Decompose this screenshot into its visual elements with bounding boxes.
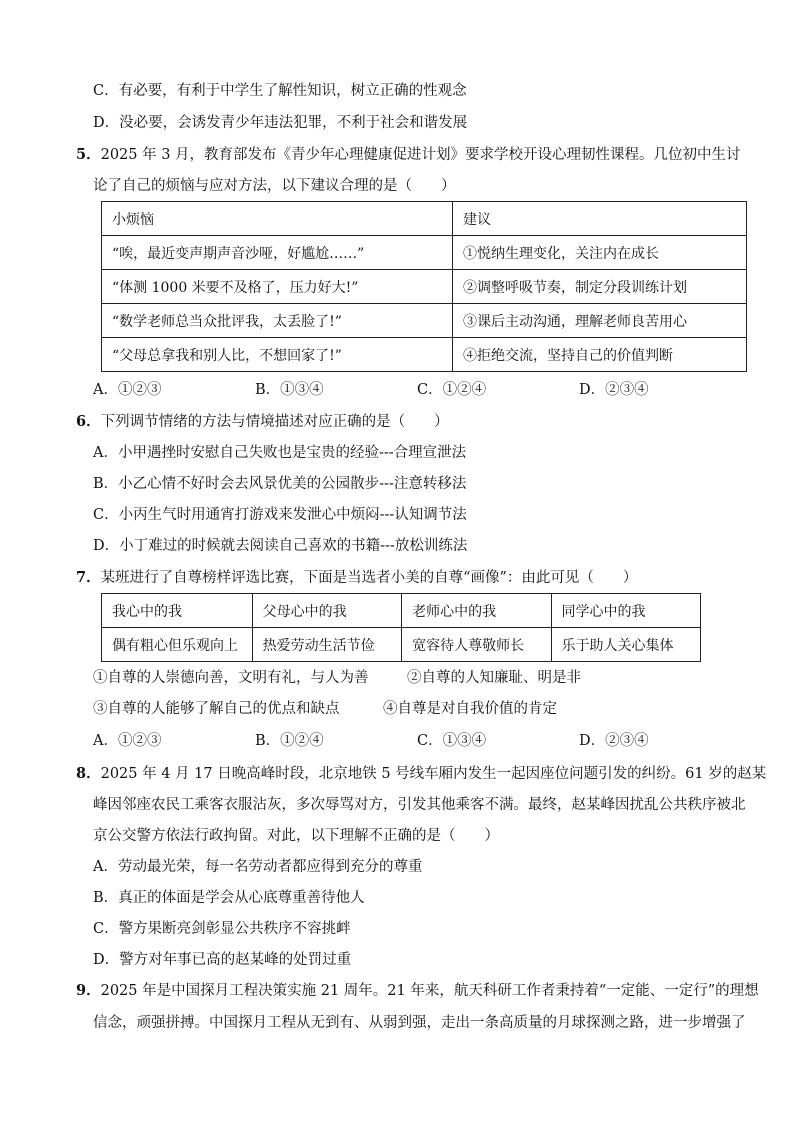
table-cell: “体测 1000 米要不及格了，压力好大!” (102, 270, 453, 304)
q6-number: 6． (76, 413, 101, 430)
choice-c[interactable]: C．①②④ (417, 382, 487, 398)
table-row (102, 628, 701, 662)
q8-option-c[interactable]: C．警方果断亮剑彰显公共秩序不容挑衅 (93, 921, 351, 937)
q9-number: 9． (76, 982, 101, 999)
choice-c[interactable]: C．①③④ (417, 733, 487, 749)
table-cell: ①悦纳生理变化，关注内在成长 (453, 236, 747, 270)
choice-d[interactable]: D．②③④ (579, 382, 649, 398)
q8-option-a[interactable]: A．劳动最光荣，每一名劳动者都应得到充分的尊重 (93, 859, 423, 875)
choice-a[interactable]: A．①②③ (93, 382, 162, 398)
q9-stem-line1 (76, 981, 759, 1001)
q5-stem-line2: 论了自己的烦恼与应对方法，以下建议合理的是（ ） (93, 178, 456, 194)
q8-stem-line3: 京公交警方依法行政拘留。对此，以下理解不正确的是（ ） (93, 828, 499, 844)
choice-d[interactable]: D．②③④ (579, 733, 649, 749)
table-cell: 热爱劳动生活节俭 (252, 628, 401, 662)
table-cell: “父母总拿我和别人比，不想回家了!” (102, 338, 453, 372)
q9-stem-text: 2025 年是中国探月工程决策实施 21 周年。21 年来，航天科研工作者秉持着“一定能、一定行”的理想 (100, 983, 759, 999)
q8-option-d[interactable]: D．警方对年事已高的赵某峰的处罚过重 (93, 952, 352, 968)
table-cell: “唉，最近变声期声音沙哑，好尴尬……” (102, 236, 453, 270)
table-cell: ③课后主动沟通，理解老师良苦用心 (453, 304, 747, 338)
q8-stem-line2: 峰因邻座农民工乘客衣服沾灰，多次辱骂对方，引发其他乘客不满。最终，赵某峰因扰乱公共秩序被北 (93, 797, 746, 813)
table-cell: ②调整呼吸节奏，制定分段训练计划 (453, 270, 747, 304)
q6-option-a[interactable]: A．小甲遇挫时安慰自己失败也是宝贵的经验---合理宣泄法 (93, 445, 467, 461)
table-header-cell: 同学心中的我 (551, 594, 700, 628)
q5-stem-text: 2025 年 3 月，教育部发布《青少年心理健康促进计划》要求学校开设心理韧性课程。几位初中生讨 (100, 147, 741, 163)
q5-number: 5． (76, 146, 101, 163)
q7-statements-line2 (93, 699, 713, 719)
choice-b[interactable]: B．①③④ (255, 382, 324, 398)
table-header-cell: 小烦恼 (102, 202, 453, 236)
q6-option-c[interactable]: C．小丙生气时用通宵打游戏来发泄心中烦闷---认知调节法 (93, 507, 467, 523)
q6-option-b[interactable]: B．小乙心情不好时会去风景优美的公园散步---注意转移法 (93, 476, 467, 492)
table-row (102, 236, 747, 270)
table-row (102, 338, 747, 372)
table-header-row (102, 594, 701, 628)
q7-table (101, 593, 701, 662)
q7-number: 7． (76, 569, 101, 586)
table-header-row (102, 202, 747, 236)
table-cell: 乐于助人关心集体 (551, 628, 700, 662)
q7-statements-line1 (93, 668, 713, 688)
q6-option-d[interactable]: D．小丁难过的时候就去阅读自己喜欢的书籍---放松训练法 (93, 538, 468, 554)
q4-option-d: D．没必要，会诱发青少年违法犯罪，不利于社会和谐发展 (93, 115, 468, 131)
statement-1: ①自尊的人崇德向善，文明有礼，与人为善 (93, 670, 369, 686)
q7-stem-text: 某班进行了自尊榜样评选比赛，下面是当选者小美的自尊“画像”：由此可见（ ） (100, 570, 638, 586)
q8-stem-line1 (76, 764, 766, 784)
q5-stem-line1 (76, 145, 741, 165)
q8-stem-text: 2025 年 4 月 17 日晚高峰时段，北京地铁 5 号线车厢内发生一起因座位问题引发的纠纷。61 岁的赵某 (100, 766, 767, 782)
q7-choices (93, 731, 713, 751)
q6-stem-text: 下列调节情绪的方法与情境描述对应正确的是（ ） (100, 414, 449, 430)
table-cell: 偶有粗心但乐观向上 (102, 628, 253, 662)
q4-option-c: C．有必要，有利于中学生了解性知识，树立正确的性观念 (93, 83, 467, 99)
q8-option-b[interactable]: B．真正的体面是学会从心底尊重善待他人 (93, 890, 365, 906)
q5-table (101, 201, 747, 372)
table-cell: “数学老师总当众批评我，太丢脸了!” (102, 304, 453, 338)
table-header-cell: 父母心中的我 (252, 594, 401, 628)
choice-b[interactable]: B．①②④ (255, 733, 324, 749)
table-cell: 宽容待人尊敬师长 (402, 628, 551, 662)
q7-stem (76, 568, 637, 588)
q6-stem (76, 412, 449, 432)
table-row (102, 270, 747, 304)
table-header-cell: 老师心中的我 (402, 594, 551, 628)
statement-2: ②自尊的人知廉耻、明是非 (407, 670, 581, 686)
choice-a[interactable]: A．①②③ (93, 733, 162, 749)
q5-choices (93, 380, 713, 400)
table-header-cell: 我心中的我 (102, 594, 253, 628)
statement-4: ④自尊是对自我价值的肯定 (383, 701, 557, 717)
table-header-cell: 建议 (453, 202, 747, 236)
statement-3: ③自尊的人能够了解自己的优点和缺点 (93, 701, 340, 717)
table-cell: ④拒绝交流，坚持自己的价值判断 (453, 338, 747, 372)
table-row (102, 304, 747, 338)
q9-stem-line2: 信念，顽强拼搏。中国探月工程从无到有、从弱到强，走出一条高质量的月球探测之路，进一步增强了 (93, 1015, 746, 1031)
q8-number: 8． (76, 765, 101, 782)
